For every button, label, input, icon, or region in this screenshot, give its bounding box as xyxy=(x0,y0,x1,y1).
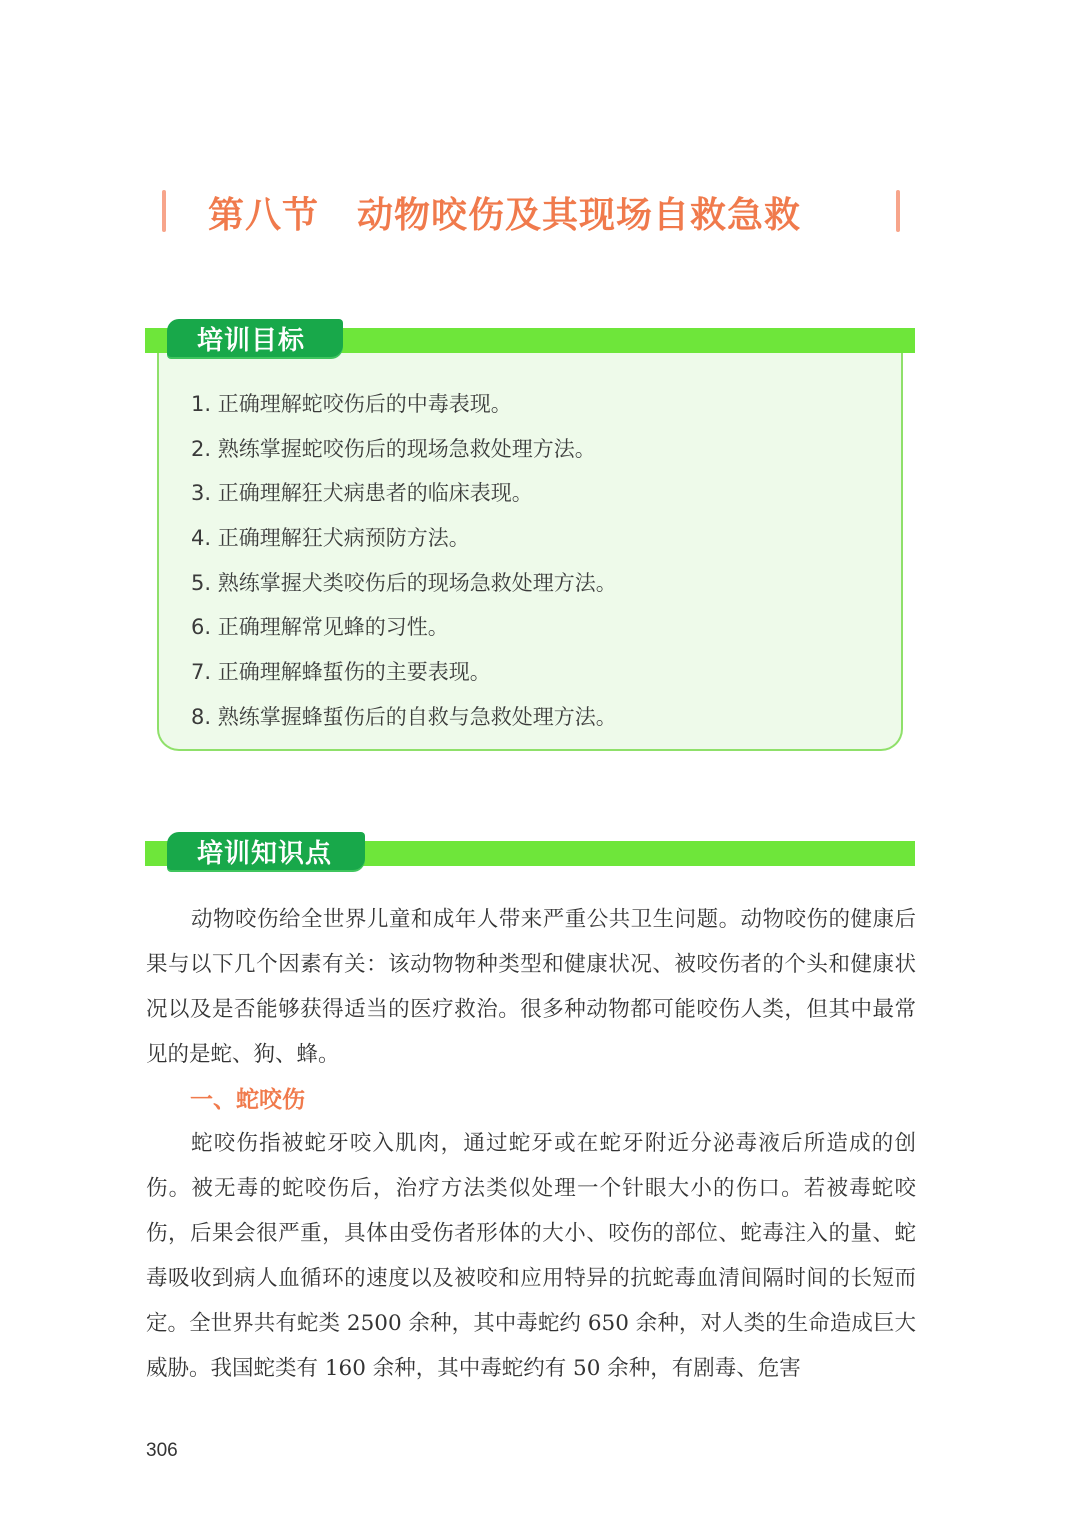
chapter-number: 第八节 xyxy=(208,195,320,236)
snake-bite-paragraph: 蛇咬伤指被蛇牙咬入肌肉，通过蛇牙或在蛇牙附近分泌毒液后所造成的创伤。被无毒的蛇咬伤后，治疗方法类似处理一个针眼大小的伤口。若被毒蛇咬伤，后果会很严重，具体由受伤者形体的大小、咬伤的部位、蛇毒注入的量、蛇毒吸收到病人血循环的速度以及被咬和应用特异的抗蛇毒血清间隔时间的长短而定。全世界共有蛇类 2500 余种，其中毒蛇约 650 余种，对人类的生命造成巨大威胁。我国蛇类有 160 余种，其中毒蛇约有 50 余种，有剧毒、危害 xyxy=(146,1131,916,1381)
chapter-name: 动物咬伤及其现场自救急救 xyxy=(357,195,802,236)
goal-item: 4. 正确理解狂犬病预防方法。 xyxy=(191,526,470,551)
chapter-header xyxy=(150,185,920,237)
training-goals-list xyxy=(191,389,617,747)
chapter-title xyxy=(208,187,801,238)
training-goals-header xyxy=(145,319,915,371)
training-goals-tab: 培训目标 xyxy=(167,319,343,357)
training-goals-box xyxy=(157,351,903,751)
intro-paragraph: 动物咬伤给全世界儿童和成年人带来严重公共卫生问题。动物咬伤的健康后果与以下几个因素有关：该动物物种类型和健康状况、被咬伤者的个头和健康状况以及是否能够获得适当的医疗救治。很多种动物都可能咬伤人类，但其中最常见的是蛇、狗、蜂。 xyxy=(146,907,916,1067)
knowledge-tab: 培训知识点 xyxy=(167,832,365,870)
goal-item: 8. 熟练掌握蜂蜇伤后的自救与急救处理方法。 xyxy=(191,704,617,729)
goal-item: 3. 正确理解狂犬病患者的临床表现。 xyxy=(191,481,533,506)
goal-item: 1. 正确理解蛇咬伤后的中毒表现。 xyxy=(191,392,512,416)
goal-item: 5. 熟练掌握犬类咬伤后的现场急救处理方法。 xyxy=(191,570,617,595)
title-bar-right xyxy=(896,190,900,232)
snake-bite-heading: 一、蛇咬伤 xyxy=(190,1087,305,1113)
goal-item: 2. 熟练掌握蛇咬伤后的现场急救处理方法。 xyxy=(191,436,596,461)
title-bar-left xyxy=(162,190,166,232)
goal-item: 6. 正确理解常见蜂的习性。 xyxy=(191,615,449,640)
knowledge-header xyxy=(145,832,915,884)
page-number: 306 xyxy=(146,1440,178,1461)
goal-item: 7. 正确理解蜂蜇伤的主要表现。 xyxy=(191,660,491,685)
